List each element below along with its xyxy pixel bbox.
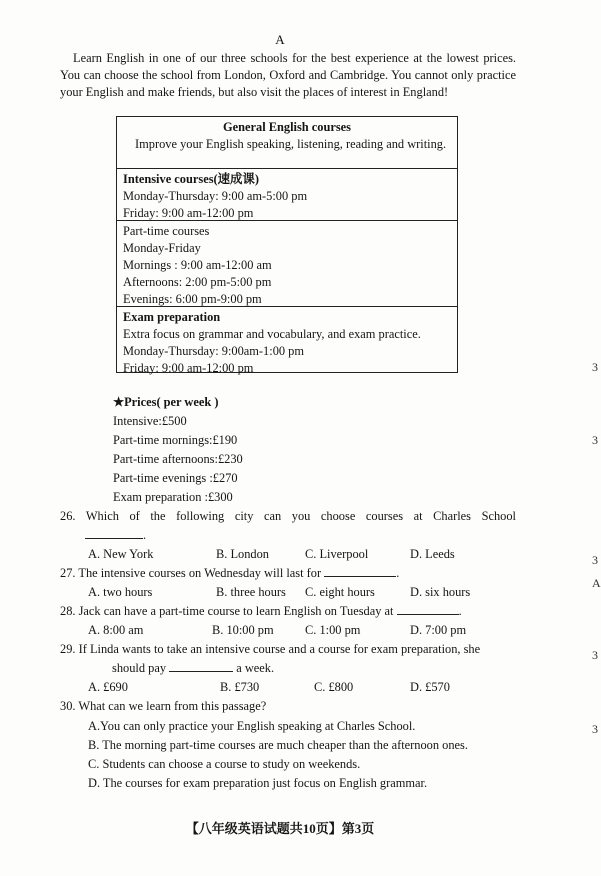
margin-mark: 3	[592, 360, 598, 374]
option-b[interactable]: B. 10:00 pm	[212, 623, 274, 637]
option-b[interactable]: B. The morning part-time courses are much cheaper than the afternoon ones.	[88, 738, 468, 752]
courses-table	[116, 116, 458, 373]
option-c[interactable]: C. £800	[314, 680, 354, 694]
question-number: 30.	[60, 699, 76, 713]
question-number: 26.	[60, 509, 76, 523]
question-text: Which of the following city can you choose courses at Charles School	[85, 509, 516, 523]
option-b[interactable]: B. London	[216, 547, 270, 561]
option-d[interactable]: D. £570	[410, 680, 450, 694]
part-time-line: Monday-Friday	[123, 241, 201, 255]
question-text-after: .	[396, 566, 400, 580]
section-letter: A	[275, 32, 285, 47]
courses-general-row	[117, 117, 457, 169]
question-number: 29.	[60, 642, 76, 656]
exam-line: Friday: 9:00 am-12:00 pm	[123, 361, 254, 375]
part-time-line: Mornings : 9:00 am-12:00 am	[123, 258, 272, 272]
exam-line: Monday-Thursday: 9:00am-1:00 pm	[123, 344, 305, 358]
option-c[interactable]: C. eight hours	[305, 585, 375, 599]
intro-paragraph	[60, 50, 516, 102]
question-number: 27.	[60, 566, 76, 580]
option-d[interactable]: D. six hours	[410, 585, 471, 599]
option-c[interactable]: C. Students can choose a course to study on weekends.	[88, 757, 361, 771]
exam-row	[117, 307, 457, 374]
margin-mark: A	[592, 576, 601, 590]
intro-text: Learn English in one of our three schools for the best experience at the lowest prices. You can choose the school from London, Oxford and Cambridge. You cannot only practice your English and make friends, but also visit the places of interest in England!	[60, 51, 516, 100]
answer-blank[interactable]	[169, 659, 233, 672]
option-a[interactable]: A. two hours	[88, 585, 153, 599]
part-time-title: Part-time courses	[123, 224, 210, 238]
price-item: Part-time afternoons:£230	[113, 452, 243, 466]
intensive-row	[117, 169, 457, 221]
margin-mark: 3	[592, 648, 598, 662]
question-26	[60, 507, 516, 545]
page-footer: 【八年级英语试题共10页】第3页	[185, 821, 375, 836]
question-text: Jack can have a part-time course to learn English on Tuesday at	[78, 604, 394, 618]
margin-mark: 3	[592, 722, 598, 736]
option-d[interactable]: D. The courses for exam preparation just focus on English grammar.	[88, 776, 428, 790]
answer-blank[interactable]	[324, 564, 396, 577]
question-27	[60, 564, 516, 583]
question-text-after: a week.	[236, 661, 275, 675]
intensive-title: Intensive courses(速成课)	[123, 172, 259, 186]
question-text: What can we learn from this passage?	[78, 699, 267, 713]
option-a[interactable]: A. New York	[88, 547, 154, 561]
option-c[interactable]: C. 1:00 pm	[305, 623, 361, 637]
option-a[interactable]: A.You can only practice your English speaking at Charles School.	[88, 719, 416, 733]
answer-blank[interactable]	[397, 602, 459, 615]
price-item: Exam preparation :£300	[113, 490, 233, 504]
exam-title: Exam preparation	[123, 310, 221, 324]
option-a[interactable]: A. £690	[88, 680, 128, 694]
margin-mark: 3	[592, 433, 598, 447]
price-item: Intensive:£500	[113, 414, 187, 428]
part-time-row	[117, 221, 457, 307]
part-time-line: Afternoons: 2:00 pm-5:00 pm	[123, 275, 272, 289]
answer-blank[interactable]	[85, 526, 143, 539]
margin-mark: 3	[592, 553, 598, 567]
question-text: The intensive courses on Wednesday will last for	[78, 566, 322, 580]
option-b[interactable]: B. £730	[220, 680, 260, 694]
option-d[interactable]: D. 7:00 pm	[410, 623, 467, 637]
prices-heading: ★Prices( per week )	[113, 395, 219, 409]
option-b[interactable]: B. three hours	[216, 585, 286, 599]
price-item: Part-time mornings:£190	[113, 433, 238, 447]
option-d[interactable]: D. Leeds	[410, 547, 455, 561]
option-c[interactable]: C. Liverpool	[305, 547, 369, 561]
question-text: should pay	[112, 661, 167, 675]
question-text-after: .	[143, 528, 147, 542]
question-30-options	[88, 717, 468, 793]
option-a[interactable]: A. 8:00 am	[88, 623, 144, 637]
question-number: 28.	[60, 604, 76, 618]
part-time-line: Evenings: 6:00 pm-9:00 pm	[123, 292, 262, 306]
price-item: Part-time evenings :£270	[113, 471, 238, 485]
prices-list	[113, 393, 243, 507]
exam-line: Extra focus on grammar and vocabulary, and exam practice.	[123, 327, 421, 341]
courses-description: Improve your English speaking, listening, reading and writing.	[135, 137, 447, 151]
question-text: If Linda wants to take an intensive course and a course for exam preparation, she	[78, 642, 481, 656]
question-30	[60, 697, 516, 716]
question-29	[60, 640, 516, 678]
question-text-after: .	[458, 604, 462, 618]
courses-title: General English courses	[222, 120, 352, 134]
intensive-line: Monday-Thursday: 9:00 am-5:00 pm	[123, 189, 308, 203]
question-28	[60, 602, 516, 621]
intensive-line: Friday: 9:00 am-12:00 pm	[123, 206, 254, 220]
